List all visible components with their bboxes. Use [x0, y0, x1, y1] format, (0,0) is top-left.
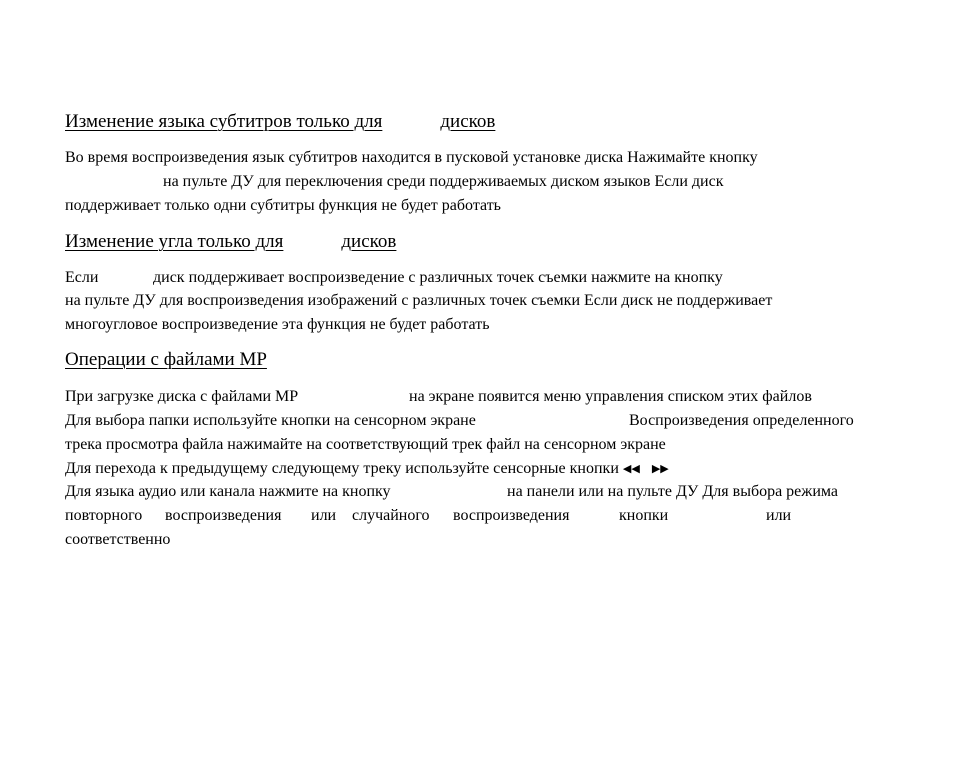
heading-text: Изменение языка субтитров только для	[65, 111, 383, 132]
paragraph-line: Если	[65, 269, 99, 286]
paragraph-line: При загрузке диска с файлами МР	[65, 388, 299, 405]
paragraph-line: диск поддерживает воспроизведение с различных точек съемки нажмите на кнопку	[153, 269, 723, 286]
paragraph-line: Во время воспроизведения язык субтитров находится в пусковой установке диска Нажимайте кнопку	[65, 149, 758, 166]
heading-text: дисков	[440, 111, 496, 132]
paragraph-line: воспроизведения	[453, 507, 570, 524]
paragraph-line: соответственно	[65, 531, 171, 548]
paragraph-line: случайного	[352, 507, 430, 524]
next-track-icon: ▶▶	[651, 462, 669, 475]
paragraph-line: Для языка аудио или канала нажмите на кнопку	[65, 483, 391, 500]
section-heading-angle	[65, 231, 402, 253]
paragraph-line: Воспроизведения определенного	[629, 412, 854, 429]
paragraph-line: на пульте ДУ для переключения среди поддерживаемых диском языков Если диск	[163, 173, 724, 190]
paragraph-line: на панели или на пульте ДУ Для выбора режима	[507, 483, 839, 500]
paragraph-line: повторного	[65, 507, 143, 524]
paragraph-line-with-icons	[65, 459, 669, 479]
paragraph-line: или	[766, 507, 792, 524]
paragraph-line: трека просмотра файла нажимайте на соответствующий трек файл на сенсорном экране	[65, 436, 666, 453]
heading-text: Изменение угла только для	[65, 231, 284, 252]
section-heading-file-operations	[65, 349, 331, 371]
paragraph-line: поддерживает только одни субтитры функция не будет работать	[65, 197, 501, 214]
paragraph-line: кнопки	[619, 507, 669, 524]
paragraph-line: воспроизведения	[165, 507, 282, 524]
paragraph-line: многоугловое воспроизведение эта функция не будет работать	[65, 316, 490, 333]
heading-text: Операции с файлами МР	[65, 349, 267, 370]
previous-track-icon: ◀◀	[622, 462, 640, 475]
paragraph-line: на пульте ДУ для воспроизведения изображений с различных точек съемки Если диск не поддерживает	[65, 292, 773, 309]
heading-text: дисков	[341, 231, 397, 252]
paragraph-line: Для выбора папки используйте кнопки на сенсорном экране	[65, 412, 476, 429]
paragraph-line: на экране появится меню управления списком этих файлов	[409, 388, 812, 405]
paragraph-line: или	[311, 507, 337, 524]
line-text: Для перехода к предыдущему следующему треку используйте сенсорные кнопки	[65, 460, 619, 477]
section-heading-subtitle-language	[65, 111, 501, 133]
